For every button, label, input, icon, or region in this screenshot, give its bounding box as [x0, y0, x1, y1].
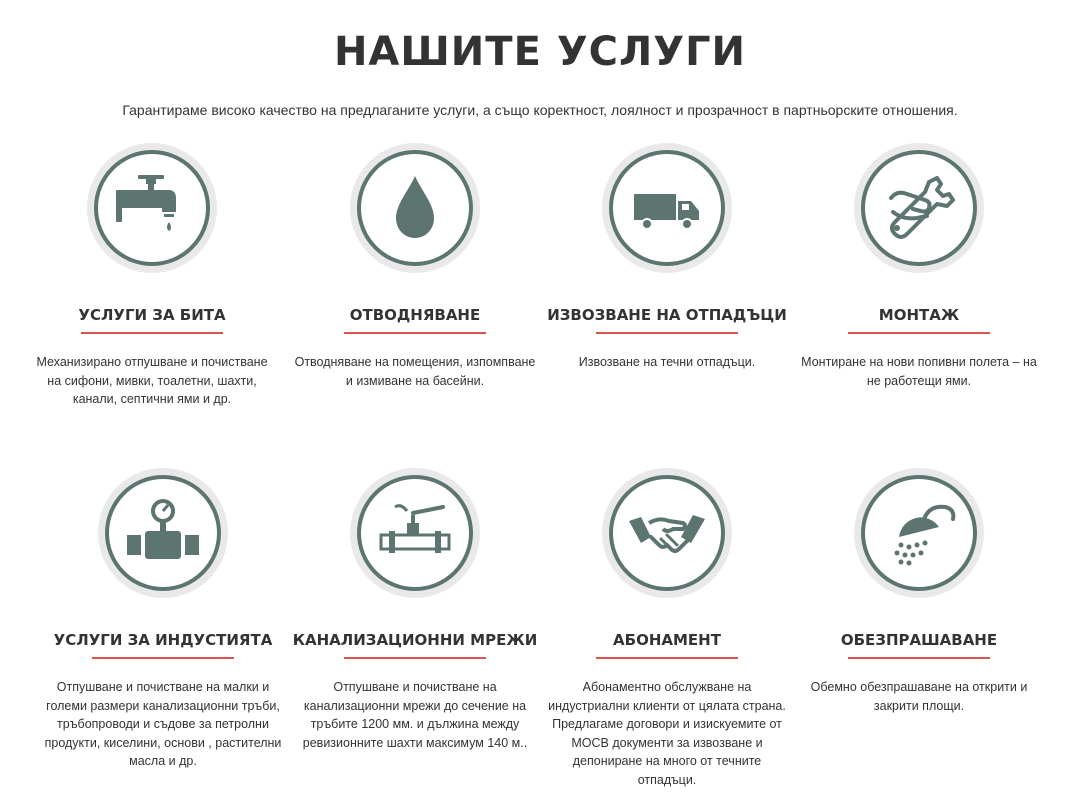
title-divider [81, 332, 223, 334]
icon-circle [105, 475, 221, 591]
title-divider [596, 332, 738, 334]
truck-icon [627, 168, 707, 248]
icon-circle [609, 475, 725, 591]
icon-ring [854, 143, 984, 273]
service-title: ИЗВОЗВАНЕ НА ОТПАДЪЦИ [547, 306, 787, 324]
service-description: Отпушване и почистване на канализационни мрежи до сечение на тръбите 1200 мм. и дължина между ревизионните шахти максимум 140 м.. [302, 680, 528, 750]
pipe-valve-icon [375, 493, 455, 573]
title-divider [848, 332, 990, 334]
service-description: Абонаментно обслужване на индустриални клиенти от цялата страна. Предлагаме договори и изискуемите от МОСВ документи за извозване и депониране на много от течните отпадъци. [548, 680, 786, 787]
faucet-icon [112, 168, 192, 248]
icon-circle [861, 475, 977, 591]
shower-head-icon [879, 493, 959, 573]
icon-ring [87, 143, 217, 273]
service-description: Обемно обезпрашаване на открити и закрити площи. [810, 680, 1028, 713]
service-title: ОТВОДНЯВАНЕ [349, 306, 481, 324]
icon-ring [98, 468, 228, 598]
service-description: Механизирано отпушване и почистване на сифони, мивки, тоалетни, шахти, канали, септични ями и др. [36, 355, 268, 407]
pressure-gauge-icon [123, 493, 203, 573]
icon-circle [861, 150, 977, 266]
title-divider [344, 332, 486, 334]
title-divider [848, 657, 990, 659]
service-title: АБОНАМЕНТ [613, 631, 721, 649]
intro-text: Гарантираме високо качество на предлаганите услуги, а също коректност, лоялност и прозрачност в партньорските отношения. [122, 102, 958, 118]
service-description: Извозване на течни отпадъци. [578, 355, 756, 369]
title-divider [596, 657, 738, 659]
title-divider [92, 657, 234, 659]
icon-circle [94, 150, 210, 266]
service-title: УСЛУГИ ЗА БИТА [78, 306, 226, 324]
service-title: КАНАЛИЗАЦИОННИ МРЕЖИ [292, 631, 538, 649]
icon-ring [350, 143, 480, 273]
handshake-icon [627, 493, 707, 573]
page-title: НАШИТЕ УСЛУГИ [333, 29, 747, 75]
water-drop-icon [375, 168, 455, 248]
service-title: МОНТАЖ [878, 306, 960, 324]
icon-ring [602, 143, 732, 273]
service-description: Отводняване на помещения, изпомпване и измиване на басейни. [294, 355, 536, 388]
service-title: УСЛУГИ ЗА ИНДУСТИЯТА [53, 631, 273, 649]
icon-circle [357, 475, 473, 591]
icon-ring [602, 468, 732, 598]
service-title: ОБЕЗПРАШАВАНЕ [840, 631, 998, 649]
icon-circle [357, 150, 473, 266]
icon-ring [350, 468, 480, 598]
title-divider [344, 657, 486, 659]
icon-circle [609, 150, 725, 266]
icon-ring [854, 468, 984, 598]
service-description: Монтиране на нови попивни полета – на не работещи ями. [801, 355, 1037, 388]
service-description: Отпушване и почистване на малки и големи размери канализационни тръби, тръбопроводи и съдове за петролни продукти, киселини, основи , растителни масла и др. [44, 680, 282, 769]
hand-wrench-icon [879, 168, 959, 248]
